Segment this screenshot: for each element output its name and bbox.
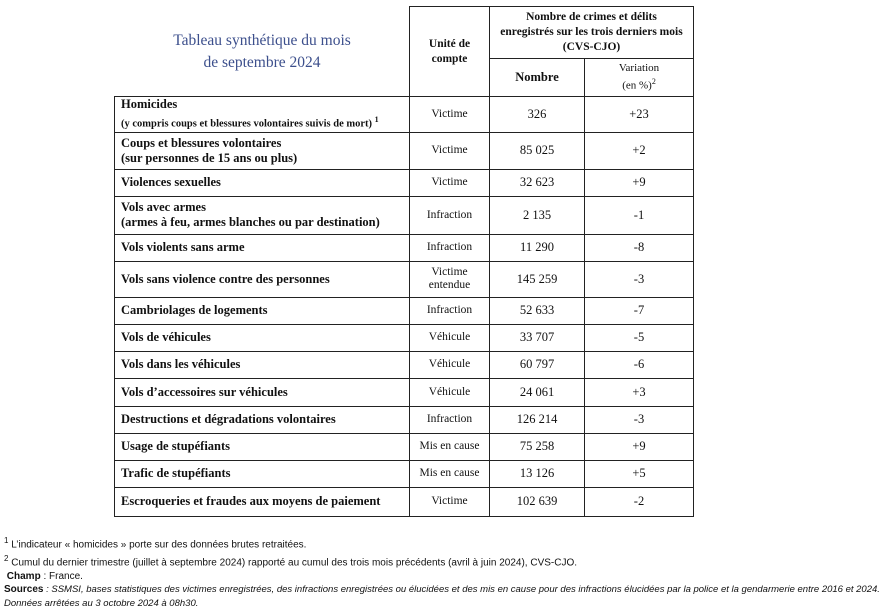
row-unit: Véhicule [410,324,490,351]
table-row [115,433,694,460]
title-line-2: de septembre 2024 [203,54,321,71]
row-unit: Victime [410,97,490,133]
row-label: Vols avec armes (armes à feu, armes blanches ou par destination) [115,196,410,234]
table-row [115,406,694,433]
row-unit: Mis en cause [410,433,490,460]
row-variation: -3 [585,261,694,297]
row-nombre: 32 623 [490,169,585,196]
row-label: Violences sexuelles [115,169,410,196]
row-variation: -8 [585,234,694,261]
unit-header: Unité de compte [410,7,490,97]
table-row [115,297,694,324]
row-variation: -5 [585,324,694,351]
row-variation: -7 [585,297,694,324]
row-variation: +9 [585,169,694,196]
row-nombre: 126 214 [490,406,585,433]
table-row [115,97,694,133]
row-variation: +9 [585,433,694,460]
champ-note: Champ : France. [6,570,83,582]
group-header: Nombre de crimes et délits enregistrés sur les trois derniers mois (CVS-CJO) [490,7,694,59]
row-nombre: 24 061 [490,378,585,406]
row-label: Trafic de stupéfiants [115,460,410,487]
row-nombre: 85 025 [490,132,585,169]
row-nombre: 2 135 [490,196,585,234]
row-nombre: 326 [490,97,585,133]
table-row [115,351,694,378]
row-nombre: 75 258 [490,433,585,460]
title-cell [115,7,410,97]
table-row [115,487,694,516]
row-unit: Infraction [410,196,490,234]
table-row [115,460,694,487]
table-row [115,378,694,406]
row-variation: +5 [585,460,694,487]
summary-table [114,6,694,517]
footnote-2: $^2$ Cumul du dernier trimestre (juillet à septembre 2024) rapporté au cumul des trois mois précédents (avril à juin 2024), CVS-CJO. [4,553,578,569]
table-row [115,169,694,196]
row-unit: Victime [410,132,490,169]
footnote-1: $^1$ L’indicateur « homicides » porte sur des données brutes retraitées. [4,536,307,551]
row-variation: -3 [585,406,694,433]
row-nombre: 145 259 [490,261,585,297]
variation-header: Variation (en %)$^2$ [585,59,694,97]
row-unit: Victime [410,169,490,196]
title-line-1: Tableau synthétique du mois [173,32,351,49]
row-unit: Infraction [410,406,490,433]
row-label: Vols violents sans arme [115,234,410,261]
row-unit: Mis en cause [410,460,490,487]
row-variation: -6 [585,351,694,378]
row-nombre: 60 797 [490,351,585,378]
row-unit: Victime [410,487,490,516]
row-label: Vols d’accessoires sur véhicules [115,378,410,406]
row-unit: Véhicule [410,378,490,406]
row-variation: -1 [585,196,694,234]
row-nombre: 11 290 [490,234,585,261]
footnotes [4,534,880,610]
data-date-note: Données arrêtées au 3 octobre 2024 à 08h30. [4,597,199,609]
row-unit: Véhicule [410,351,490,378]
row-label: Cambriolages de logements [115,297,410,324]
row-variation: +23 [585,97,694,133]
row-label: Usage de stupéfiants [115,433,410,460]
row-variation: +3 [585,378,694,406]
table-row [115,132,694,169]
row-nombre: 102 639 [490,487,585,516]
row-nombre: 13 126 [490,460,585,487]
sources-note: Sources : SSMSI, bases statistiques des victimes enregistrées, des infractions enregistrées ou élucidées et des mis en cause pour des infractions élucidées par la police et la gendarmerie entre 2016 et 2024. [4,584,880,596]
row-label: Vols sans violence contre des personnes [115,261,410,297]
row-unit: Infraction [410,297,490,324]
row-unit: Victime entendue [410,261,490,297]
row-nombre: 52 633 [490,297,585,324]
nombre-header: Nombre [490,59,585,97]
table-row [115,261,694,297]
row-variation: +2 [585,132,694,169]
row-label: Destructions et dégradations volontaires [115,406,410,433]
table-row [115,196,694,234]
row-label: Vols dans les véhicules [115,351,410,378]
table-row [115,234,694,261]
row-label: Homicides (y compris coups et blessures volontaires suivis de mort) $^1$ [115,97,410,133]
table-row [115,324,694,351]
row-label: Vols de véhicules [115,324,410,351]
row-label: Escroqueries et fraudes aux moyens de paiement [115,487,410,516]
row-unit: Infraction [410,234,490,261]
row-nombre: 33 707 [490,324,585,351]
row-label: Coups et blessures volontaires (sur personnes de 15 ans ou plus) [115,132,410,169]
row-variation: -2 [585,487,694,516]
